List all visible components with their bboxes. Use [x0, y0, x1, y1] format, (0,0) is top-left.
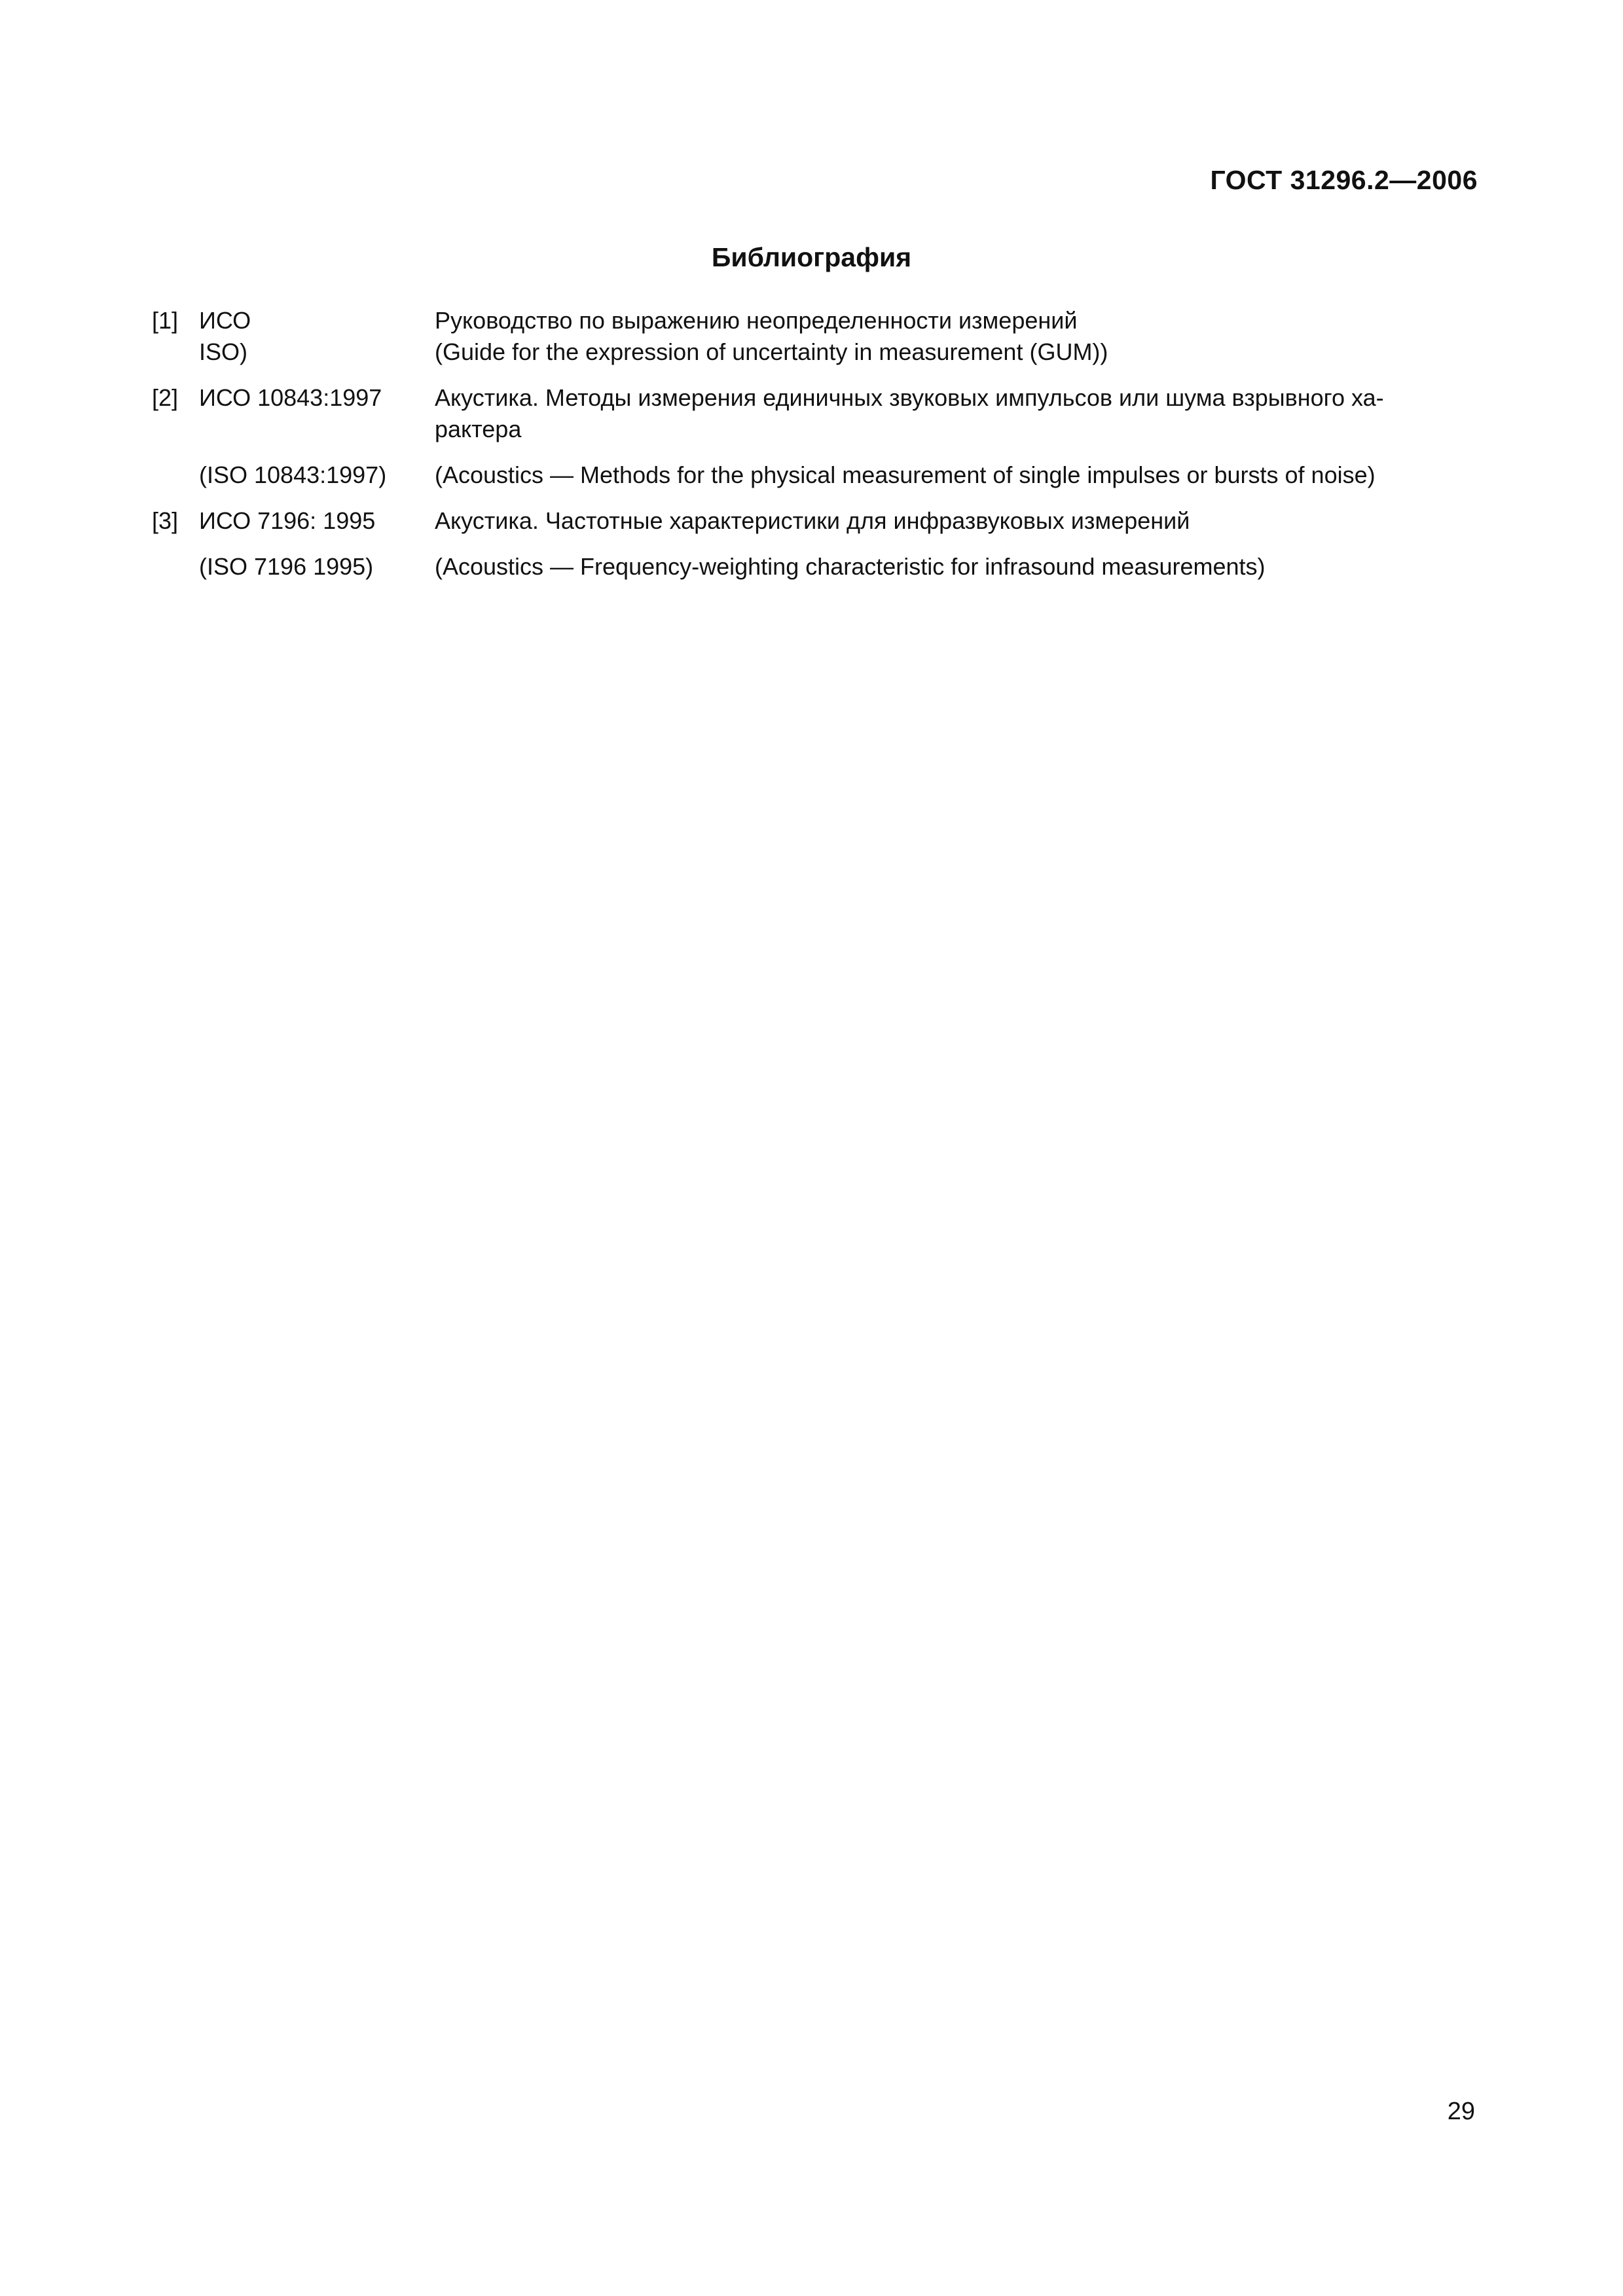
bibliography-entry	[152, 551, 1478, 583]
title-line: (Acoustics — Methods for the physical measurement of single impulses or bursts of noise)	[435, 461, 1376, 488]
entry-reference	[199, 551, 435, 583]
document-code-header: ГОСТ 31296.2—2006	[1210, 165, 1478, 195]
title-line: Акустика. Частотные характеристики для инфразвуковых измерений	[435, 507, 1190, 534]
entry-title	[435, 382, 1478, 445]
title-line: (Guide for the expression of uncertainty in measurement (GUM))	[435, 338, 1108, 365]
page-number: 29	[1447, 2098, 1475, 2125]
reference-line: ИСО	[199, 307, 251, 334]
title-line: Акустика. Методы измерения единичных звуковых импульсов или шума взрывного ха-	[435, 384, 1384, 411]
bibliography-entry	[152, 382, 1478, 445]
entry-title	[435, 551, 1478, 583]
section-title: Библиография	[711, 242, 912, 272]
entry-reference	[199, 505, 435, 537]
entry-reference	[199, 382, 435, 414]
bibliography-list	[152, 305, 1478, 583]
title-line: (Acoustics — Frequency-weighting characteristic for infrasound measurements)	[435, 553, 1266, 580]
entry-reference	[199, 305, 435, 368]
entry-reference	[199, 459, 435, 491]
entry-number: [3]	[152, 507, 179, 534]
title-line: Руководство по выражению неопределенности измерений	[435, 307, 1078, 334]
entry-title	[435, 505, 1478, 537]
reference-line: (ISO 10843:1997)	[199, 461, 387, 488]
title-line: рактера	[435, 416, 522, 442]
entry-title	[435, 459, 1478, 491]
entry-number: [1]	[152, 307, 179, 334]
reference-line: ИСО 10843:1997	[199, 384, 382, 411]
bibliography-entry	[152, 459, 1478, 491]
reference-line: ИСО 7196: 1995	[199, 507, 376, 534]
bibliography-entry	[152, 505, 1478, 537]
entry-number: [2]	[152, 384, 179, 411]
reference-line: ISO)	[199, 338, 248, 365]
entry-title	[435, 305, 1478, 368]
bibliography-entry	[152, 305, 1478, 368]
reference-line: (ISO 7196 1995)	[199, 553, 374, 580]
